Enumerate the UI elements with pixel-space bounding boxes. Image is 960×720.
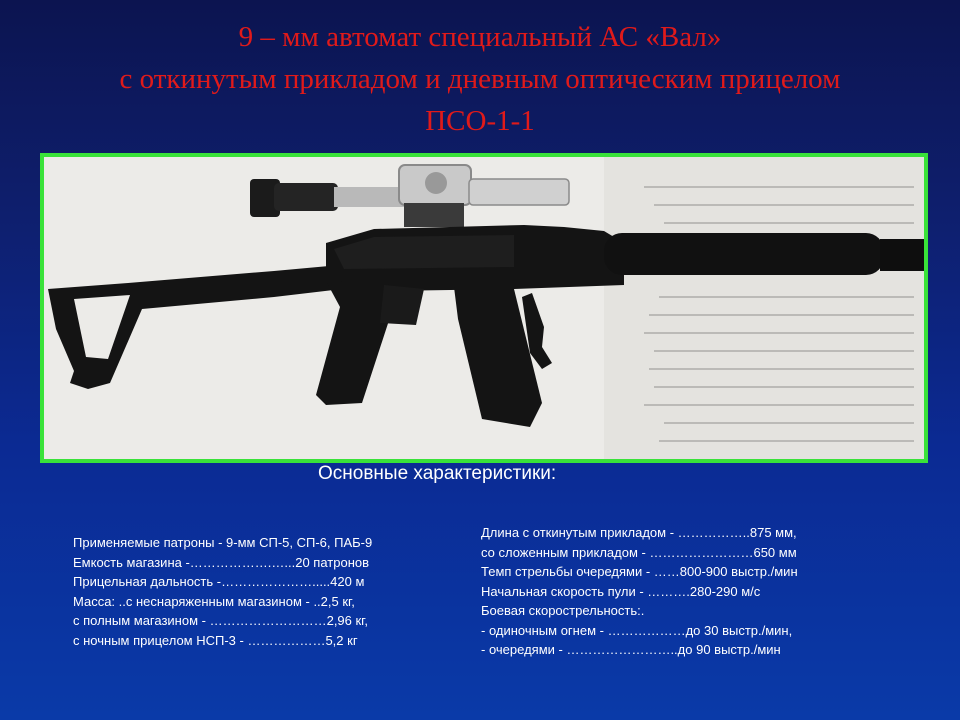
spec-line: Темп стрельбы очередями - ……800-900 выстр./мин	[481, 564, 798, 579]
rifle-photo	[44, 157, 924, 459]
title-line-1: 9 – мм автомат специальный АС «Вал»	[238, 21, 722, 53]
spec-line: со сложенным прикладом - ……………………650 мм	[481, 544, 797, 560]
slide-title	[0, 16, 960, 142]
spec-line: - очередями - ……………………..до 90 выстр./мин	[481, 642, 781, 657]
spec-line: Применяемые патроны - 9-мм СП-5, СП-6, ПАБ-9	[73, 535, 373, 550]
book-page	[604, 157, 924, 459]
spec-line: Прицельная дальность -………………….....420 м	[73, 574, 365, 589]
spec-line: Начальная скорость пули - ……….280-290 м/с	[481, 583, 761, 599]
spec-line: с полным магазином - ………………………2,96 кг,	[73, 613, 368, 628]
spec-line: Масса: ..с неснаряженным магазином - ..2,5 кг,	[73, 593, 355, 609]
rifle-photo-frame	[40, 153, 928, 463]
spec-line: Длина с откинутым прикладом - ……………..875 мм,	[481, 525, 797, 540]
spec-line: с ночным прицелом НСП-3 - ………………5,2 кг	[73, 632, 358, 648]
spec-line: - одиночным огнем - ………………до 30 выстр./мин,	[481, 622, 793, 638]
specs-left-column	[73, 533, 372, 650]
title-line-3: ПСО-1-1	[425, 105, 535, 137]
title-line-2: с откинутым прикладом и дневным оптическим прицелом	[119, 63, 841, 95]
specs-right-column	[481, 523, 798, 660]
section-subtitle: Основные характеристики:	[318, 463, 557, 484]
spec-line: Боевая скорострельность:.	[481, 603, 645, 618]
spec-line: Емкость магазина -……………….…...20 патронов	[73, 554, 370, 570]
